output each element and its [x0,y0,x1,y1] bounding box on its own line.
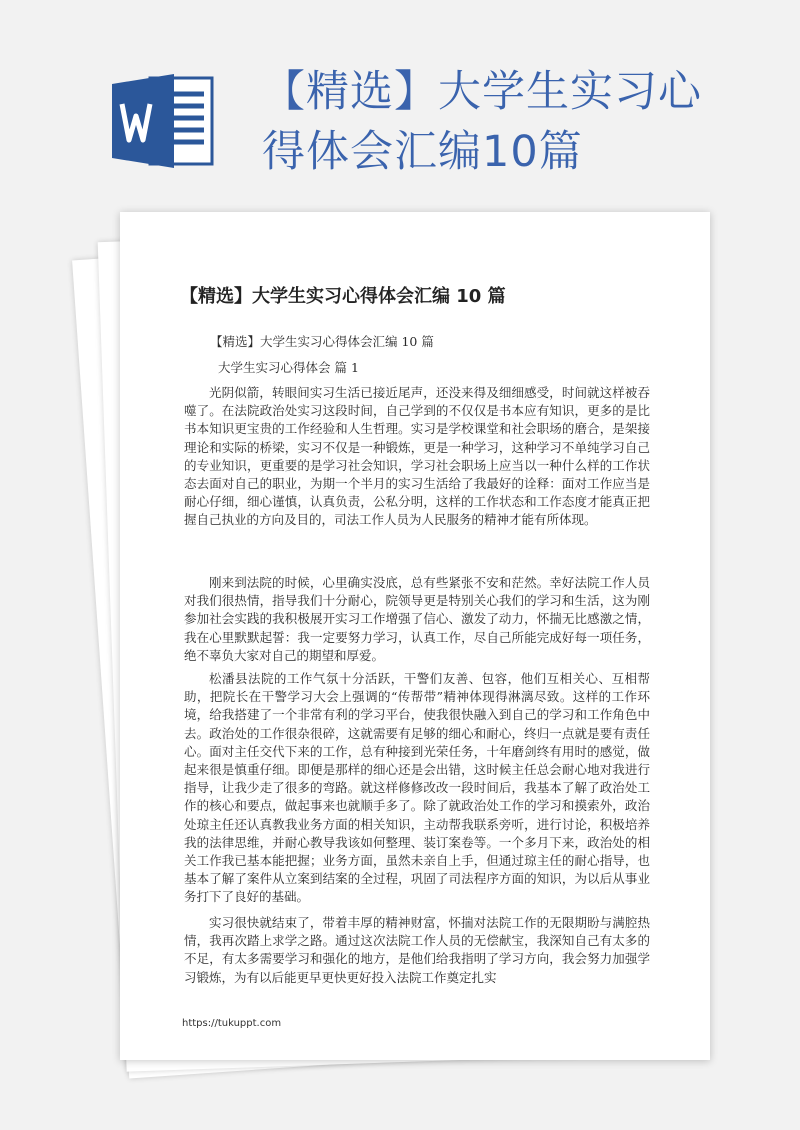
paragraph: 松潘县法院的工作气氛十分活跃，干警们友善、包容，他们互相关心、互相帮助，把院长在干警学习大会上强调的“传帮带”精神体现得淋漓尽致。这样的工作环境，给我搭建了一个非常有利的学习平台，使我很快融入到自己的学习和工作角色中去。政治处的工作很杂很碎，这就需要有足够的细心和耐心，终归一点就是要有责任心。面对主任交代下来的工作，总有种接到光荣任务，十年磨剑终有用时的感觉，做起来很是慎重仔细。即便是那样的细心还是会出错，这时候主任总会耐心地对我进行指导，让我少走了很多的弯路。就这样修修改改一段时间后，我基本了解了政治处工作的核心和要点，做起事来也就顺手多了。除了就政治处工作的学习和摸索外，政治处琼主任还认真教我业务方面的相关知识，主动帮我联系旁听，进行讨论，积极培养我的法律思维，并耐心教导我该如何整理、装订案卷等。一个多月下来，政治处的相关工作我已基本能把握；业务方面，虽然未亲自上手，但通过琼主任的耐心指导，也基本了解了案件从立案到结案的全过程，巩固了司法程序方面的知识，为以后从事业务打下了良好的基础。 [184,671,650,905]
footer-url: https://tukuppt.com [182,1018,282,1029]
paragraph: 光阴似箭，转眼间实习生活已接近尾声，还没来得及细细感受，时间就这样被吞噬了。在法院政治处实习这段时间，自己学到的不仅仅是书本应有知识，更多的是比书本知识更宝贵的工作经验和人生哲理。实习是学校课堂和社会职场的磨合，是架接理论和实际的桥梁，实习不仅是一种锻炼，更是一种学习，这种学习不单纯学习自己的专业知识，更重要的是学习社会知识，学习社会职场上应当以一种什么样的工作状态去面对自己的职业，为期一个半月的实习生活给了我最好的诠释：面对工作应当是耐心仔细，细心谨慎，认真负责，公私分明，这样的工作状态和工作态度才能真正把握自己执业的方向及目的，司法工作人员为人民服务的精神才能有所体现。 [184,385,650,528]
document-title: 【精选】大学生实习心得体会汇编 10 篇 [180,286,506,307]
header-banner [0,0,800,215]
document-subtitle: 【精选】大学生实习心得体会汇编 10 篇 [210,334,434,349]
word-document-icon [112,74,216,168]
header-title: 【精选】大学生实习心得体会汇编10篇 [262,67,702,177]
document-page [120,212,710,1060]
paragraph: 刚来到法院的时候，心里确实没底，总有些紧张不安和茫然。幸好法院工作人员对我们很热情，指导我们十分耐心，院领导更是特别关心我们的学习和生活，这为刚参加社会实践的我积极展开实习工作增强了信心、激发了动力，怀揣无比感激之情，我在心里默默起誓：我一定要努力学习，认真工作，尽自己所能完成好每一项任务，绝不辜负大家对自己的期望和厚爱。 [184,575,650,663]
paragraph: 实习很快就结束了，带着丰厚的精神财富，怀揣对法院工作的无限期盼与满腔热情，我再次踏上求学之路。通过这次法院工作人员的无偿献宝，我深知自己有太多的不足，有太多需要学习和强化的地方，是他们给我指明了学习方向，我会努力加强学习锻炼，为有以后能更早更快更好投入法院工作奠定扎实 [184,915,650,985]
section-title: 大学生实习心得体会 篇 1 [218,360,359,375]
